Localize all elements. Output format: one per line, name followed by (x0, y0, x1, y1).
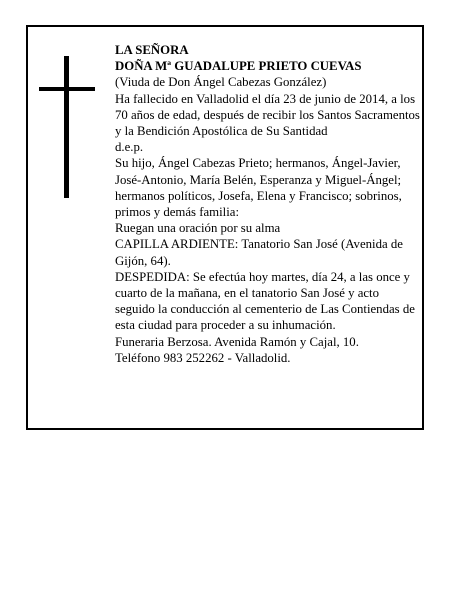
family-list: Su hijo, Ángel Cabezas Prieto; hermanos, Ángel-Javier, José-Antonio, María Belén, Esperanza y Miguel-Ángel; hermanos políticos, Josefa, Elena y Francisco; sobrinos, primos y demás familia: (115, 156, 402, 220)
cross-vertical-bar (64, 56, 69, 198)
prayer-request: Ruegan una oración por su alma (115, 221, 281, 236)
widow-of-line: (Viuda de Don Ángel Cabezas González) (115, 75, 327, 90)
rip-line: d.e.p. (115, 140, 144, 155)
death-statement: Ha fallecido en Valladolid el día 23 de junio de 2014, a los 70 años de edad, después de recibir los Santos Sacramentos y la Bendición Apostólica de Su Santidad (115, 91, 420, 139)
cross-horizontal-bar (39, 87, 95, 91)
obituary-notice (26, 25, 424, 430)
deceased-name: DOÑA Mª GUADALUPE PRIETO CUEVAS (115, 59, 362, 74)
farewell-info: DESPEDIDA: Se efectúa hoy martes, día 24, a las once y cuarto de la mañana, en el tanatorio San José y acto seguido la conducción al cementerio de Las Contiendas de esta ciudad para proceder a su inhumación. (115, 269, 415, 333)
notice-heading: LA SEÑORA (115, 43, 189, 57)
phone-line: Teléfono 983 252262 - Valladolid. (115, 350, 291, 365)
funeral-home: Funeraria Berzosa. Avenida Ramón y Cajal, 10. (115, 334, 359, 349)
notice-body (115, 42, 421, 366)
chapel-info: CAPILLA ARDIENTE: Tanatorio San José (Avenida de Gijón, 64). (115, 237, 403, 268)
